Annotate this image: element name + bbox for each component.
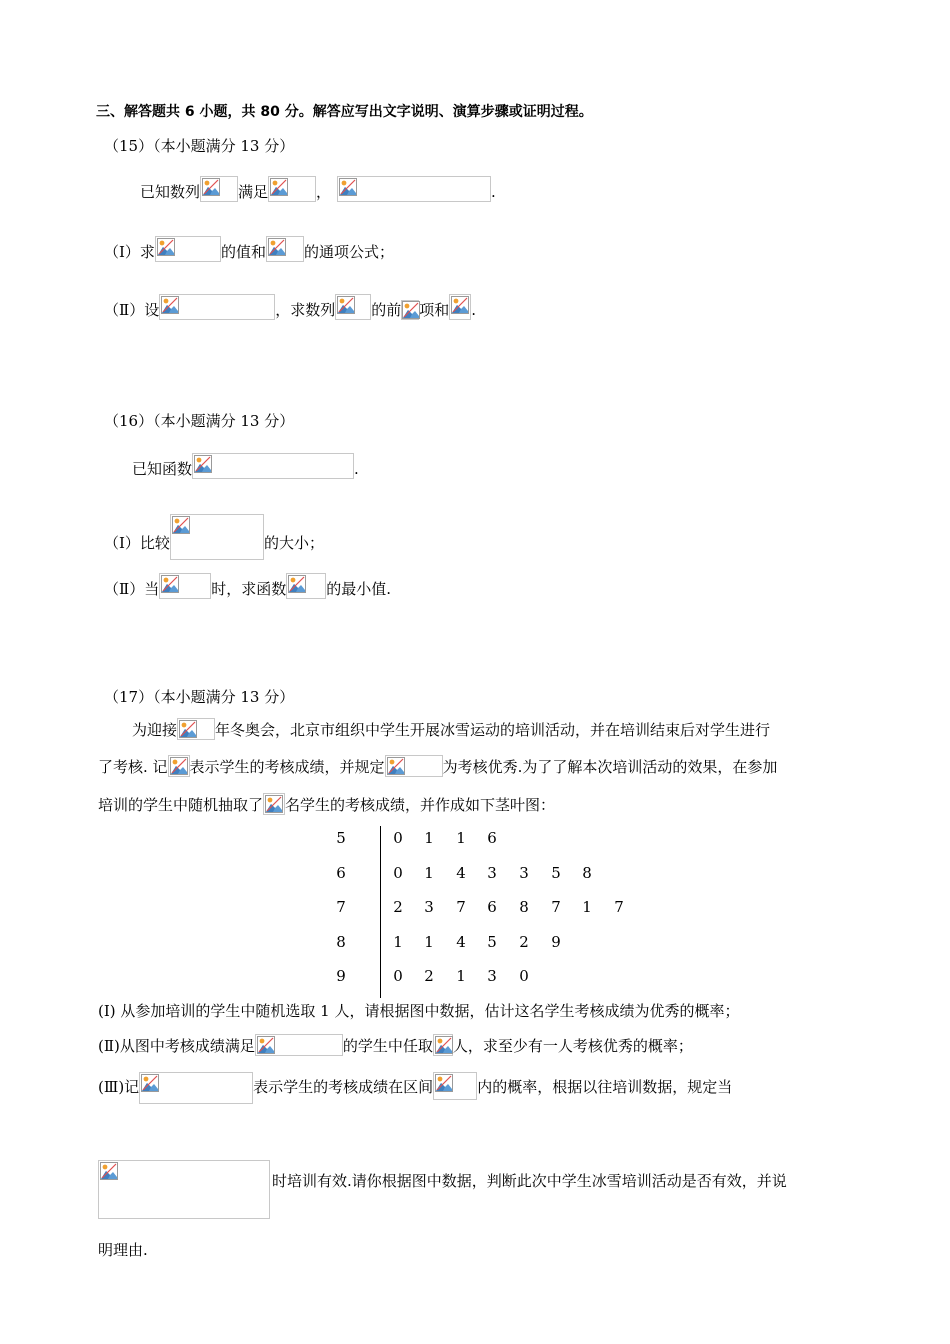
leaf-value: 8 xyxy=(582,864,592,882)
formula-image xyxy=(263,793,285,815)
formula-image xyxy=(200,176,238,202)
broken-image-icon xyxy=(451,296,469,314)
leaf-value: 8 xyxy=(519,898,529,916)
leaf-value: 3 xyxy=(487,967,497,985)
leaf-value: 4 xyxy=(456,933,466,951)
leaf-value: 0 xyxy=(519,967,529,985)
stem-value: 7 xyxy=(336,898,346,916)
leaf-value: 3 xyxy=(487,864,497,882)
broken-image-icon xyxy=(387,757,405,775)
formula-image xyxy=(159,573,211,599)
q17-line2: 了考核. 记 表示学生的考核成绩，并规定 为考核优秀.为了了解本次培训活动的效果，在参加 xyxy=(98,755,777,777)
q16-part1: （Ⅰ）比较 的大小； xyxy=(104,514,324,560)
broken-image-icon xyxy=(194,455,212,473)
stem-value: 6 xyxy=(336,864,346,882)
broken-image-icon xyxy=(172,516,190,534)
broken-image-icon xyxy=(337,296,355,314)
leaf-value: 1 xyxy=(424,829,434,847)
broken-image-icon xyxy=(161,575,179,593)
formula-image xyxy=(335,294,371,320)
q17-line3: 培训的学生中随机抽取了 名学生的考核成绩，并作成如下茎叶图： xyxy=(98,793,555,815)
broken-image-icon xyxy=(157,238,175,256)
stem-leaf-row xyxy=(0,863,950,883)
stem-leaf-row xyxy=(0,932,950,952)
leaf-value: 2 xyxy=(393,898,403,916)
leaf-value: 1 xyxy=(424,864,434,882)
leaf-value: 3 xyxy=(519,864,529,882)
formula-image xyxy=(449,294,471,320)
stem-leaf-row xyxy=(0,966,950,986)
formula-image xyxy=(177,718,215,740)
formula-image xyxy=(401,300,419,320)
formula-image xyxy=(286,573,326,599)
leaf-value: 4 xyxy=(456,864,466,882)
leaf-value: 0 xyxy=(393,829,403,847)
broken-image-icon xyxy=(179,720,197,738)
leaf-value: 3 xyxy=(424,898,434,916)
leaf-value: 1 xyxy=(582,898,592,916)
q17-part2: (Ⅱ)从图中考核成绩满足 的学生中任取 人，求至少有一人考核优秀的概率； xyxy=(98,1034,693,1056)
formula-image xyxy=(98,1160,270,1219)
broken-image-icon xyxy=(257,1036,275,1054)
broken-image-icon xyxy=(435,1074,453,1092)
q17-part3: (Ⅲ)记 表示学生的考核成绩在区间 内的概率，根据以往培训数据，规定当 xyxy=(98,1072,732,1104)
stem-leaf-row xyxy=(0,828,950,848)
formula-image xyxy=(255,1034,343,1056)
broken-image-icon xyxy=(288,575,306,593)
formula-image xyxy=(266,236,304,262)
broken-image-icon xyxy=(270,178,288,196)
broken-image-icon xyxy=(265,795,283,813)
q16-stem: 已知函数 . xyxy=(132,453,359,479)
stem-value: 9 xyxy=(336,967,346,985)
formula-image xyxy=(168,755,190,777)
leaf-value: 9 xyxy=(551,933,561,951)
q17-part3-end: 明理由. xyxy=(98,1241,148,1259)
formula-image xyxy=(385,755,443,777)
stem-leaf-row xyxy=(0,897,950,917)
leaf-value: 5 xyxy=(551,864,561,882)
leaf-value: 1 xyxy=(456,967,466,985)
leaf-value: 0 xyxy=(393,967,403,985)
formula-image xyxy=(433,1072,477,1100)
leaf-value: 1 xyxy=(424,933,434,951)
broken-image-icon xyxy=(202,178,220,196)
formula-image xyxy=(192,453,354,479)
section-heading: 三、解答题共 6 小题，共 80 分。解答应写出文字说明、演算步骤或证明过程。 xyxy=(96,104,593,120)
leaf-value: 7 xyxy=(614,898,624,916)
broken-image-icon xyxy=(141,1074,159,1092)
stem-value: 5 xyxy=(336,829,346,847)
formula-image xyxy=(155,236,221,262)
q16-part2: （Ⅱ）当 时，求函数 的最小值. xyxy=(104,573,391,599)
formula-image xyxy=(170,514,264,560)
leaf-value: 0 xyxy=(393,864,403,882)
broken-image-icon xyxy=(268,238,286,256)
broken-image-icon xyxy=(170,757,188,775)
q15-header: （15）（本小题满分 13 分） xyxy=(104,137,295,155)
formula-image xyxy=(159,294,275,320)
stem-value: 8 xyxy=(336,933,346,951)
broken-image-icon xyxy=(435,1036,453,1054)
q15-part2: （Ⅱ）设 ，求数列 的前 项和 . xyxy=(104,294,476,320)
leaf-value: 7 xyxy=(551,898,561,916)
formula-image xyxy=(268,176,316,202)
q16-header: （16）（本小题满分 13 分） xyxy=(104,412,295,430)
q15-part1: （Ⅰ）求 的值和 的通项公式； xyxy=(104,236,394,262)
formula-image xyxy=(433,1034,453,1056)
leaf-value: 5 xyxy=(487,933,497,951)
q17-part3-cont: 时培训有效.请你根据图中数据，判断此次中学生冰雪培训活动是否有效，并说 xyxy=(272,1172,787,1190)
leaf-value: 2 xyxy=(519,933,529,951)
formula-image xyxy=(139,1072,253,1104)
q15-stem: 已知数列 满足 ， . xyxy=(140,176,496,202)
broken-image-icon xyxy=(402,301,420,319)
leaf-value: 7 xyxy=(456,898,466,916)
leaf-value: 1 xyxy=(393,933,403,951)
broken-image-icon xyxy=(100,1162,118,1180)
q17-header: （17）（本小题满分 13 分） xyxy=(104,688,295,706)
leaf-value: 6 xyxy=(487,898,497,916)
broken-image-icon xyxy=(339,178,357,196)
leaf-value: 1 xyxy=(456,829,466,847)
formula-image xyxy=(337,176,491,202)
leaf-value: 2 xyxy=(424,967,434,985)
q17-part1: (Ⅰ) 从参加培训的学生中随机选取 1 人，请根据图中数据，估计这名学生考核成绩为优秀的概率； xyxy=(98,1002,740,1020)
leaf-value: 6 xyxy=(487,829,497,847)
q17-line1: 为迎接 年冬奥会，北京市组织中学生开展冰雪运动的培训活动，并在培训结束后对学生进行 xyxy=(132,718,770,740)
broken-image-icon xyxy=(161,296,179,314)
